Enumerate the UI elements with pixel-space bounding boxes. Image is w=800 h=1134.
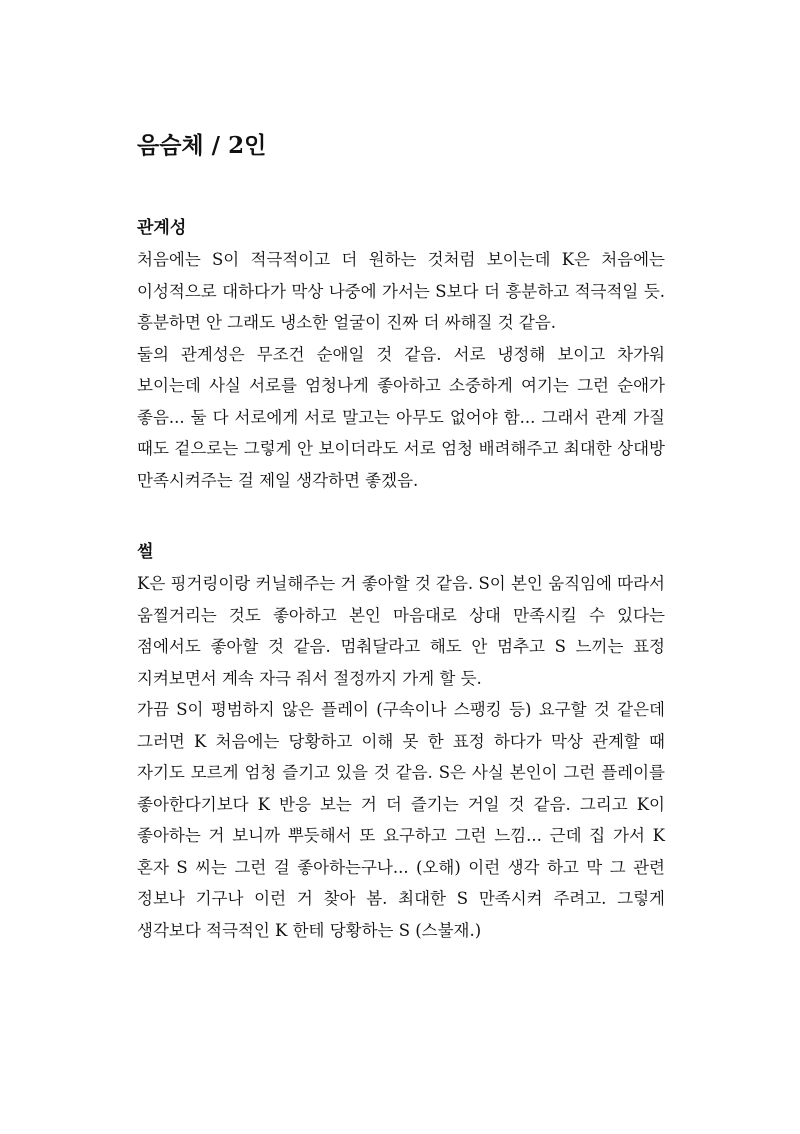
section-story: [137, 536, 665, 946]
relationship-paragraph-2: 둘의 관계성은 무조건 순애일 것 같음. 서로 냉정해 보이고 차가워 보이는데 사실 서로를 엄청나게 좋아하고 소중하게 여기는 그런 순애가 좋음... 둘 다 서로에게 서로 말고는 아무도 없어야 함... 그래서 관계 가질 때도 겉으로는 그렇게 안 보이더라도 서로 엄청 배려해주고 최대한 상대방 만족시켜주는 걸 제일 생각하면 좋겠음.: [137, 344, 665, 490]
section-heading-story: 썰: [137, 542, 154, 562]
document-page: [137, 126, 665, 946]
relationship-paragraph-1: 처음에는 S이 적극적이고 더 원하는 것처럼 보이는데 K은 처음에는 이성적으로 대하다가 막상 나중에 가서는 S보다 더 흥분하고 적극적일 듯. 흥분하면 안 그래도 냉소한 얼굴이 진짜 더 싸해질 것 같음.: [137, 250, 665, 332]
section-heading-relationship: 관계성: [137, 218, 187, 238]
story-paragraph-2: 가끔 S이 평범하지 않은 플레이 (구속이나 스팽킹 등) 요구할 것 같은데 그러면 K 처음에는 당황하고 이해 못 한 표정 하다가 막상 관계할 때 자기도 모르게 엄청 즐기고 있을 것 같음. S은 사실 본인이 그런 플레이를 좋아한다기보다 K 반응 보는 거 더 즐기는 거일 것 같음. 그리고 K이 좋아하는 거 보니까 뿌듯해서 또 요구하고 그런 느낌... 근데 집 가서 K 혼자 S 씨는 그런 걸 좋아하는구나... (오해) 이런 생각 하고 막 그 관련 정보나 기구나 이런 거 찾아 봄. 최대한 S 만족시켜 주려고. 그렇게 생각보다 적극적인 K 한테 당황하는 S (스불재.): [137, 700, 665, 940]
document-title: 음슴체 / 2인: [137, 132, 267, 159]
section-relationship: [137, 212, 665, 496]
story-paragraph-1: K은 핑거링이랑 커닐해주는 거 좋아할 것 같음. S이 본인 움직임에 따라서 움찔거리는 것도 좋아하고 본인 마음대로 상대 만족시킬 수 있다는 점에서도 좋아할 것 같음. 멈춰달라고 해도 안 멈추고 S 느끼는 표정 지켜보면서 계속 자극 줘서 절정까지 가게 할 듯.: [137, 574, 665, 688]
